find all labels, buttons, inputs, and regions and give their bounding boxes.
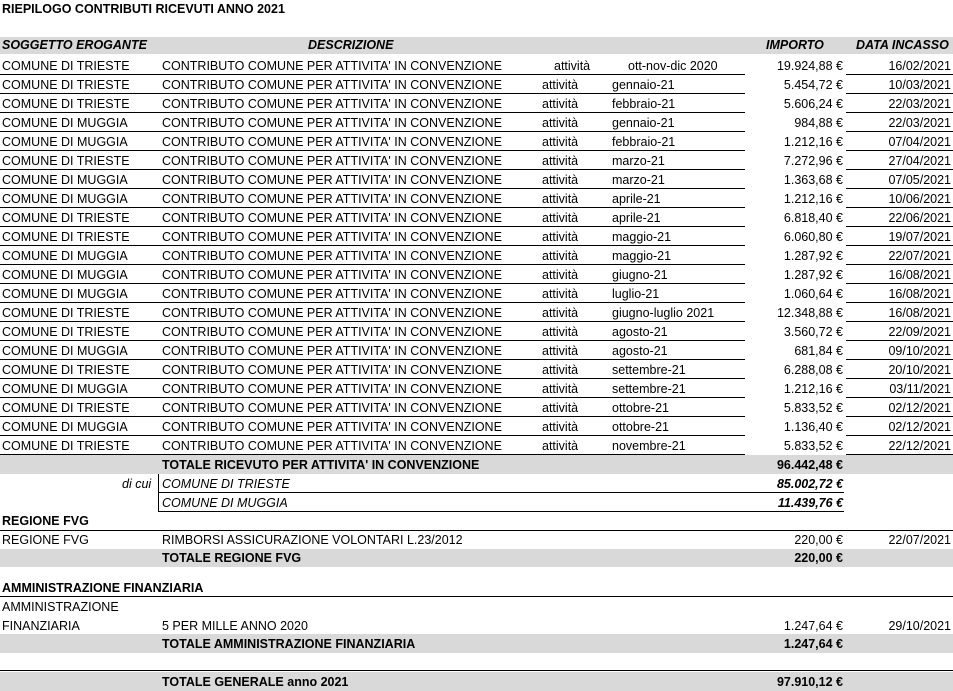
row-attivita: attività bbox=[542, 230, 579, 244]
row-data-incasso: 16/08/2021 bbox=[888, 287, 951, 301]
row-descrizione: CONTRIBUTO COMUNE PER ATTIVITA' IN CONVENZIONE bbox=[162, 116, 502, 130]
row-data-incasso: 22/12/2021 bbox=[888, 439, 951, 453]
row-importo: 3.560,72 € bbox=[783, 325, 843, 339]
row-periodo: marzo-21 bbox=[612, 173, 665, 187]
di-cui-trieste: COMUNE DI TRIESTE bbox=[162, 477, 290, 491]
row-attivita: attività bbox=[542, 420, 579, 434]
row-periodo: settembre-21 bbox=[612, 382, 686, 396]
row-descrizione: CONTRIBUTO COMUNE PER ATTIVITA' IN CONVENZIONE bbox=[162, 268, 502, 282]
row-attivita: attività bbox=[542, 154, 579, 168]
total-amministrazione-label: TOTALE AMMINISTRAZIONE FINANZIARIA bbox=[162, 637, 416, 651]
divider bbox=[0, 596, 953, 597]
di-cui-trieste-amount: 85.002,72 € bbox=[776, 477, 843, 491]
row-importo: 1.287,92 € bbox=[783, 268, 843, 282]
row-soggetto: COMUNE DI TRIESTE bbox=[2, 439, 130, 453]
section-regione-heading: REGIONE FVG bbox=[2, 514, 89, 528]
row-descrizione: CONTRIBUTO COMUNE PER ATTIVITA' IN CONVENZIONE bbox=[162, 173, 502, 187]
amministrazione-data: 29/10/2021 bbox=[888, 619, 951, 633]
row-soggetto: COMUNE DI TRIESTE bbox=[2, 59, 130, 73]
table-row bbox=[0, 113, 953, 132]
row-importo: 1.363,68 € bbox=[783, 173, 843, 187]
row-soggetto: COMUNE DI TRIESTE bbox=[2, 306, 130, 320]
header-descrizione: DESCRIZIONE bbox=[308, 38, 394, 52]
row-soggetto: COMUNE DI MUGGIA bbox=[2, 135, 128, 149]
total-convenzione-amount: 96.442,48 € bbox=[776, 458, 843, 472]
table-row bbox=[0, 56, 953, 75]
row-soggetto: COMUNE DI MUGGIA bbox=[2, 344, 128, 358]
row-attivita: attività bbox=[542, 382, 579, 396]
row-soggetto: COMUNE DI TRIESTE bbox=[2, 154, 130, 168]
di-cui-muggia: COMUNE DI MUGGIA bbox=[162, 496, 288, 510]
row-attivita: attività bbox=[542, 78, 579, 92]
row-importo: 5.454,72 € bbox=[783, 78, 843, 92]
row-data-incasso: 09/10/2021 bbox=[888, 344, 951, 358]
row-importo: 1.136,40 € bbox=[783, 420, 843, 434]
row-importo: 7.272,96 € bbox=[783, 154, 843, 168]
row-soggetto: COMUNE DI MUGGIA bbox=[2, 249, 128, 263]
divider bbox=[158, 511, 844, 512]
row-attivita: attività bbox=[542, 97, 579, 111]
row-descrizione: CONTRIBUTO COMUNE PER ATTIVITA' IN CONVENZIONE bbox=[162, 363, 502, 377]
row-soggetto: COMUNE DI TRIESTE bbox=[2, 325, 130, 339]
row-data-incasso: 10/03/2021 bbox=[888, 78, 951, 92]
row-importo: 6.818,40 € bbox=[783, 211, 843, 225]
row-periodo: febbraio-21 bbox=[612, 135, 676, 149]
table-row bbox=[0, 360, 953, 379]
row-soggetto: COMUNE DI TRIESTE bbox=[2, 211, 130, 225]
row-importo: 1.060,64 € bbox=[783, 287, 843, 301]
total-convenzione-label: TOTALE RICEVUTO PER ATTIVITA' IN CONVENZIONE bbox=[162, 458, 480, 472]
row-data-incasso: 19/07/2021 bbox=[888, 230, 951, 244]
divider bbox=[158, 492, 844, 493]
table-row bbox=[0, 246, 953, 265]
row-periodo: gennaio-21 bbox=[612, 78, 675, 92]
row-importo: 6.060,80 € bbox=[783, 230, 843, 244]
row-descrizione: CONTRIBUTO COMUNE PER ATTIVITA' IN CONVENZIONE bbox=[162, 78, 502, 92]
row-periodo: agosto-21 bbox=[612, 344, 668, 358]
row-descrizione: CONTRIBUTO COMUNE PER ATTIVITA' IN CONVENZIONE bbox=[162, 135, 502, 149]
row-descrizione: CONTRIBUTO COMUNE PER ATTIVITA' IN CONVENZIONE bbox=[162, 192, 502, 206]
row-importo: 19.924,88 € bbox=[776, 59, 843, 73]
row-importo: 5.833,52 € bbox=[783, 439, 843, 453]
row-importo: 5.833,52 € bbox=[783, 401, 843, 415]
header-importo: IMPORTO bbox=[766, 38, 824, 52]
row-periodo: giugno-luglio 2021 bbox=[612, 306, 715, 320]
row-attivita: attività bbox=[542, 325, 579, 339]
total-regione-label: TOTALE REGIONE FVG bbox=[162, 551, 302, 565]
row-descrizione: CONTRIBUTO COMUNE PER ATTIVITA' IN CONVENZIONE bbox=[162, 154, 502, 168]
row-soggetto: COMUNE DI TRIESTE bbox=[2, 363, 130, 377]
row-attivita: attività bbox=[542, 439, 579, 453]
row-attivita: attività bbox=[542, 135, 579, 149]
row-data-incasso: 22/07/2021 bbox=[888, 249, 951, 263]
row-descrizione: CONTRIBUTO COMUNE PER ATTIVITA' IN CONVENZIONE bbox=[162, 249, 502, 263]
total-generale-amount: 97.910,12 € bbox=[776, 675, 843, 689]
row-data-incasso: 22/03/2021 bbox=[888, 116, 951, 130]
table-row bbox=[0, 189, 953, 208]
row-attivita: attività bbox=[542, 173, 579, 187]
table-row bbox=[0, 170, 953, 189]
row-periodo: luglio-21 bbox=[612, 287, 660, 301]
row-attivita: attività bbox=[542, 249, 579, 263]
di-cui-label: di cui bbox=[122, 477, 152, 491]
di-cui-muggia-amount: 11.439,76 € bbox=[777, 496, 843, 510]
row-periodo: aprile-21 bbox=[612, 211, 661, 225]
table-row bbox=[0, 303, 953, 322]
page-title: RIEPILOGO CONTRIBUTI RICEVUTI ANNO 2021 bbox=[2, 2, 285, 16]
header-data-incasso: DATA INCASSO bbox=[856, 38, 949, 52]
row-attivita: attività bbox=[542, 192, 579, 206]
amministrazione-descrizione: 5 PER MILLE ANNO 2020 bbox=[162, 619, 308, 633]
row-periodo: ottobre-21 bbox=[612, 401, 669, 415]
row-data-incasso: 07/04/2021 bbox=[888, 135, 951, 149]
amministrazione-importo: 1.247,64 € bbox=[783, 619, 843, 633]
row-attivita: attività bbox=[542, 363, 579, 377]
row-importo: 681,84 € bbox=[794, 344, 843, 358]
total-regione-amount: 220,00 € bbox=[794, 551, 843, 565]
total-generale-label: TOTALE GENERALE anno 2021 bbox=[162, 675, 349, 689]
row-data-incasso: 03/11/2021 bbox=[889, 382, 951, 396]
table-row bbox=[0, 322, 953, 341]
row-periodo: aprile-21 bbox=[612, 192, 661, 206]
row-data-incasso: 22/06/2021 bbox=[888, 211, 951, 225]
row-soggetto: COMUNE DI TRIESTE bbox=[2, 97, 130, 111]
row-attivita: attività bbox=[542, 401, 579, 415]
table-row bbox=[0, 436, 953, 455]
row-descrizione: CONTRIBUTO COMUNE PER ATTIVITA' IN CONVENZIONE bbox=[162, 420, 502, 434]
row-data-incasso: 20/10/2021 bbox=[888, 363, 951, 377]
row-descrizione: CONTRIBUTO COMUNE PER ATTIVITA' IN CONVENZIONE bbox=[162, 230, 502, 244]
row-periodo: agosto-21 bbox=[612, 325, 668, 339]
row-periodo: novembre-21 bbox=[612, 439, 686, 453]
row-descrizione: CONTRIBUTO COMUNE PER ATTIVITA' IN CONVENZIONE bbox=[162, 97, 502, 111]
row-soggetto: COMUNE DI MUGGIA bbox=[2, 192, 128, 206]
row-data-incasso: 02/12/2021 bbox=[888, 401, 951, 415]
amministrazione-soggetto-line1: AMMINISTRAZIONE bbox=[2, 600, 119, 614]
divider bbox=[0, 530, 953, 531]
row-periodo: settembre-21 bbox=[612, 363, 686, 377]
row-descrizione: CONTRIBUTO COMUNE PER ATTIVITA' IN CONVENZIONE bbox=[162, 344, 502, 358]
row-importo: 1.287,92 € bbox=[783, 249, 843, 263]
row-data-incasso: 07/05/2021 bbox=[888, 173, 951, 187]
row-soggetto: COMUNE DI TRIESTE bbox=[2, 230, 130, 244]
table-row bbox=[0, 379, 953, 398]
row-soggetto: COMUNE DI MUGGIA bbox=[2, 420, 128, 434]
row-importo: 6.288,08 € bbox=[783, 363, 843, 377]
row-data-incasso: 27/04/2021 bbox=[888, 154, 951, 168]
table-header bbox=[0, 37, 953, 54]
table-row bbox=[0, 227, 953, 246]
table-row bbox=[0, 417, 953, 436]
table-row bbox=[0, 75, 953, 94]
row-data-incasso: 16/08/2021 bbox=[888, 306, 951, 320]
row-descrizione: CONTRIBUTO COMUNE PER ATTIVITA' IN CONVENZIONE bbox=[162, 306, 502, 320]
regione-data: 22/07/2021 bbox=[888, 533, 951, 547]
row-importo: 1.212,16 € bbox=[783, 192, 843, 206]
table-row bbox=[0, 208, 953, 227]
di-cui-divider bbox=[158, 474, 159, 512]
row-periodo: giugno-21 bbox=[612, 268, 668, 282]
row-periodo: maggio-21 bbox=[612, 230, 672, 244]
row-soggetto: COMUNE DI MUGGIA bbox=[2, 268, 128, 282]
row-periodo: febbraio-21 bbox=[612, 97, 676, 111]
row-importo: 12.348,88 € bbox=[776, 306, 843, 320]
row-periodo: marzo-21 bbox=[612, 154, 665, 168]
row-attivita: attività bbox=[542, 306, 579, 320]
row-attivita: attività bbox=[542, 211, 579, 225]
row-soggetto: COMUNE DI TRIESTE bbox=[2, 78, 130, 92]
row-attivita: attività bbox=[542, 268, 579, 282]
row-importo: 1.212,16 € bbox=[783, 135, 843, 149]
table-row bbox=[0, 398, 953, 417]
row-data-incasso: 10/06/2021 bbox=[888, 192, 951, 206]
row-data-incasso: 16/02/2021 bbox=[888, 59, 951, 73]
row-periodo: maggio-21 bbox=[612, 249, 672, 263]
row-descrizione: CONTRIBUTO COMUNE PER ATTIVITA' IN CONVENZIONE bbox=[162, 325, 502, 339]
row-descrizione: CONTRIBUTO COMUNE PER ATTIVITA' IN CONVENZIONE bbox=[162, 382, 502, 396]
regione-importo: 220,00 € bbox=[794, 533, 843, 547]
regione-soggetto: REGIONE FVG bbox=[2, 533, 89, 547]
row-attivita: attività bbox=[542, 287, 579, 301]
row-attivita: attività bbox=[554, 59, 591, 73]
total-amministrazione-amount: 1.247,64 € bbox=[783, 637, 843, 651]
row-soggetto: COMUNE DI TRIESTE bbox=[2, 401, 130, 415]
row-descrizione: CONTRIBUTO COMUNE PER ATTIVITA' IN CONVENZIONE bbox=[162, 401, 502, 415]
divider bbox=[0, 670, 953, 671]
row-attivita: attività bbox=[542, 116, 579, 130]
row-importo: 1.212,16 € bbox=[783, 382, 843, 396]
row-data-incasso: 22/03/2021 bbox=[888, 97, 951, 111]
row-soggetto: COMUNE DI MUGGIA bbox=[2, 116, 128, 130]
table-row bbox=[0, 94, 953, 113]
row-periodo: ott-nov-dic 2020 bbox=[628, 59, 718, 73]
row-soggetto: COMUNE DI MUGGIA bbox=[2, 287, 128, 301]
table-row bbox=[0, 341, 953, 360]
row-descrizione: CONTRIBUTO COMUNE PER ATTIVITA' IN CONVENZIONE bbox=[162, 439, 502, 453]
row-descrizione: CONTRIBUTO COMUNE PER ATTIVITA' IN CONVENZIONE bbox=[162, 211, 502, 225]
row-data-incasso: 02/12/2021 bbox=[888, 420, 951, 434]
row-importo: 5.606,24 € bbox=[783, 97, 843, 111]
regione-descrizione: RIMBORSI ASSICURAZIONE VOLONTARI L.23/2012 bbox=[162, 533, 463, 547]
table-row bbox=[0, 151, 953, 170]
row-descrizione: CONTRIBUTO COMUNE PER ATTIVITA' IN CONVENZIONE bbox=[162, 59, 502, 73]
table-row bbox=[0, 284, 953, 303]
row-periodo: ottobre-21 bbox=[612, 420, 669, 434]
row-periodo: gennaio-21 bbox=[612, 116, 675, 130]
row-data-incasso: 16/08/2021 bbox=[888, 268, 951, 282]
row-descrizione: CONTRIBUTO COMUNE PER ATTIVITA' IN CONVENZIONE bbox=[162, 287, 502, 301]
amministrazione-soggetto-line2: FINANZIARIA bbox=[2, 619, 80, 633]
table-row bbox=[0, 132, 953, 151]
row-importo: 984,88 € bbox=[794, 116, 843, 130]
section-amministrazione-heading: AMMINISTRAZIONE FINANZIARIA bbox=[2, 581, 204, 595]
table-row bbox=[0, 265, 953, 284]
header-soggetto: SOGGETTO EROGANTE bbox=[2, 38, 147, 52]
row-attivita: attività bbox=[542, 344, 579, 358]
row-soggetto: COMUNE DI MUGGIA bbox=[2, 382, 128, 396]
row-soggetto: COMUNE DI MUGGIA bbox=[2, 173, 128, 187]
row-data-incasso: 22/09/2021 bbox=[888, 325, 951, 339]
